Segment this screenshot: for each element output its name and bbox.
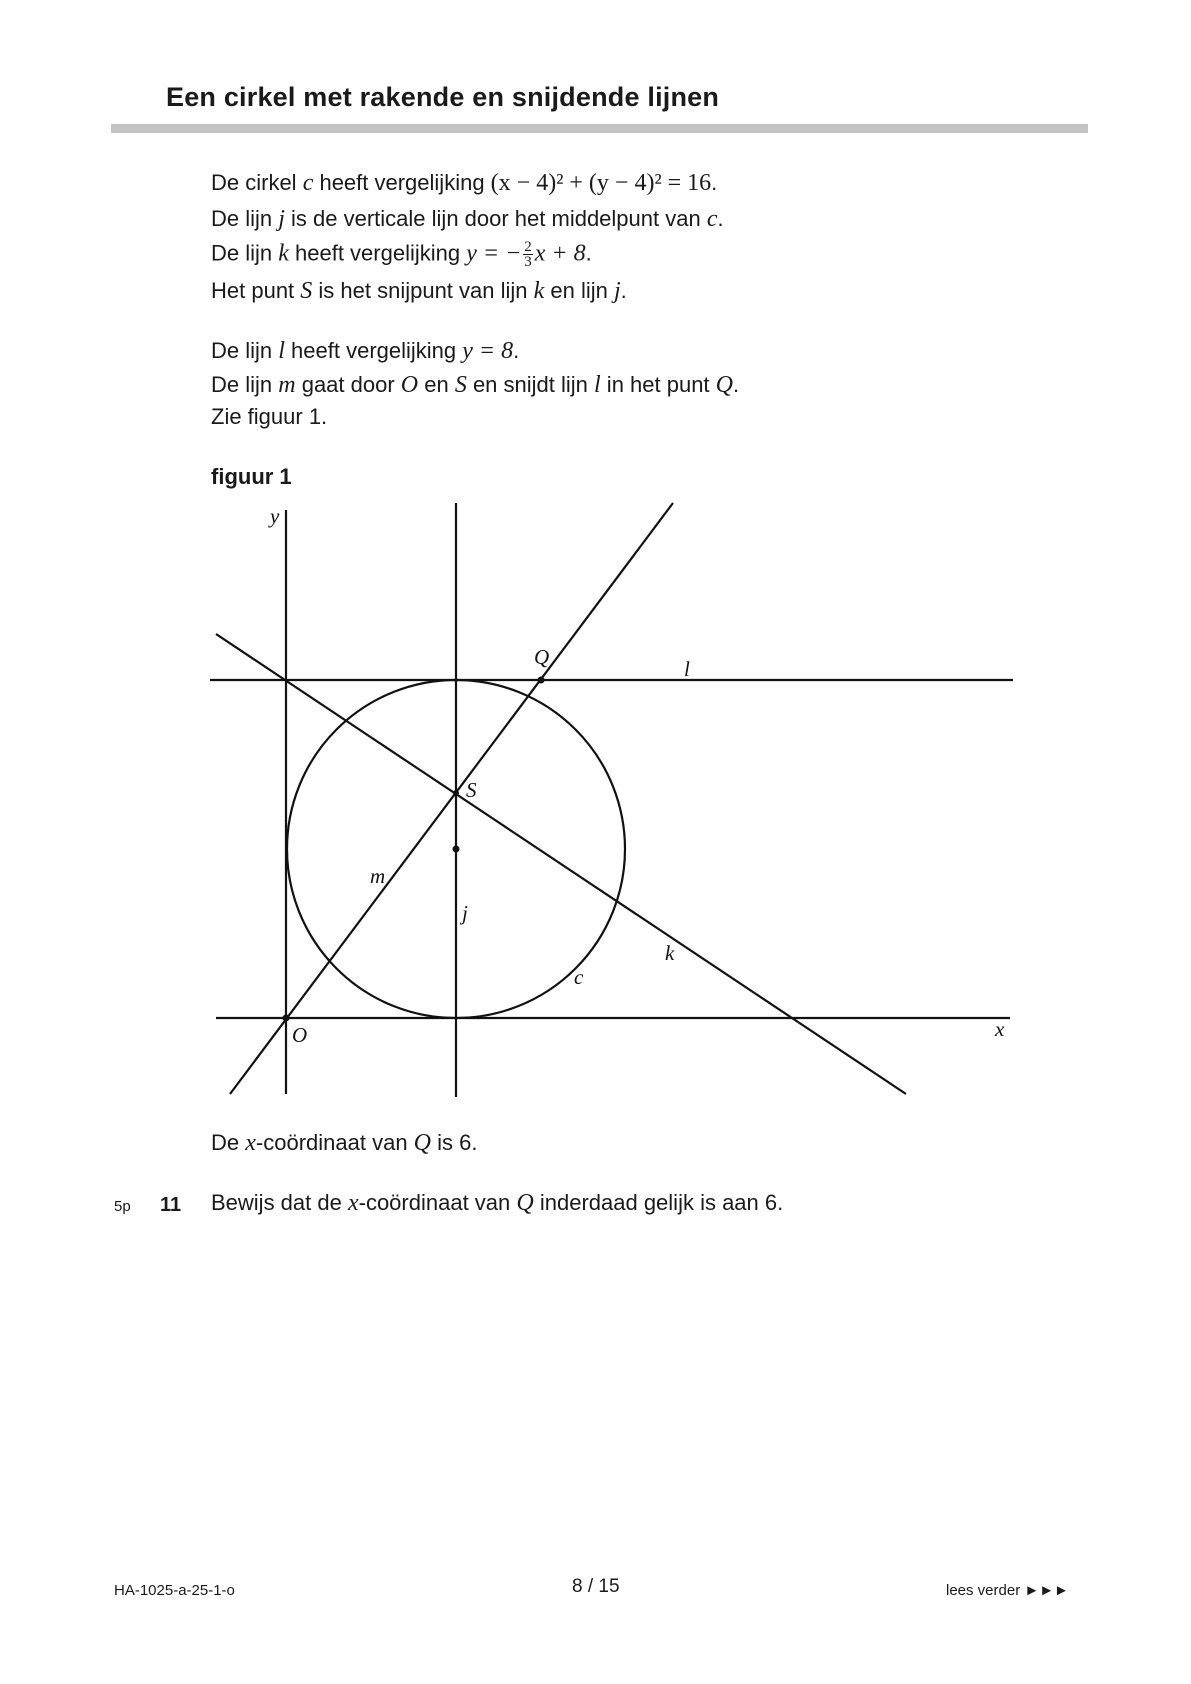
text: De lijn — [211, 240, 279, 266]
text: is het snijpunt van lijn — [312, 278, 534, 303]
label-S: S — [466, 778, 477, 802]
circle-equation: (x − 4)² + (y − 4)² = 16 — [490, 170, 712, 196]
var-j: j — [278, 206, 285, 232]
var-Q: Q — [413, 1130, 432, 1156]
figure-label: figuur 1 — [211, 464, 292, 489]
exam-code: HA-1025-a-25-1-o — [114, 1582, 235, 1599]
text: heeft vergelijking — [313, 170, 491, 195]
var-Q: Q — [715, 372, 734, 398]
text: -coördinaat van — [358, 1190, 517, 1215]
var-S: S — [300, 278, 313, 304]
label-x: x — [995, 1017, 1005, 1041]
fraction-denominator: 3 — [524, 254, 532, 270]
page-number: 8 / 15 — [572, 1576, 620, 1597]
text: . — [711, 170, 718, 195]
text: De lijn — [211, 206, 279, 231]
point-Q — [538, 677, 545, 684]
var-k: k — [533, 278, 545, 304]
text: De lijn — [211, 338, 279, 363]
text-line-after-figure — [211, 1130, 477, 1157]
text: . — [620, 278, 627, 303]
text: Bewijs dat de — [211, 1190, 348, 1215]
text: . — [717, 206, 724, 231]
var-x: x — [347, 1190, 359, 1216]
var-x: x — [245, 1130, 256, 1156]
var-c: c — [302, 170, 314, 196]
var-O: O — [400, 372, 419, 398]
var-k: k — [278, 240, 289, 267]
question-text — [211, 1190, 783, 1217]
var-S: S — [454, 372, 467, 398]
label-j: j — [462, 901, 468, 925]
equation-k-part1: y = − — [466, 240, 522, 267]
label-l: l — [684, 657, 690, 681]
text-line-zie: Zie figuur 1. — [211, 404, 328, 429]
text: . — [585, 240, 592, 266]
text: is 6. — [431, 1130, 478, 1155]
question-number: 11 — [160, 1194, 182, 1216]
var-l: l — [594, 372, 601, 398]
text: is de verticale lijn door het middelpunt van — [284, 206, 707, 231]
text: en snijdt lijn — [466, 372, 595, 397]
text: -coördinaat van — [255, 1130, 414, 1155]
text: heeft vergelijking — [288, 240, 467, 266]
var-j: j — [614, 278, 621, 304]
text: en — [418, 372, 455, 397]
continue-note: lees verder ►►► — [946, 1582, 1069, 1599]
line-m — [230, 503, 673, 1094]
label-c: c — [574, 965, 584, 989]
question-points: 5p — [114, 1198, 131, 1215]
label-m: m — [370, 864, 386, 888]
equation-l: y = 8 — [462, 338, 514, 364]
text: gaat door — [295, 372, 401, 397]
label-y: y — [270, 504, 280, 528]
label-Q: Q — [534, 645, 550, 669]
text: in het punt — [600, 372, 716, 397]
point-S — [453, 790, 459, 796]
var-c: c — [706, 206, 718, 232]
equation-k-part2: x + 8 — [534, 240, 586, 267]
point-O — [283, 1015, 290, 1022]
text: Het punt — [211, 278, 301, 303]
text: . — [733, 372, 740, 397]
text: inderdaad gelijk is aan 6. — [533, 1190, 784, 1215]
var-m: m — [278, 372, 296, 398]
center-point — [453, 846, 460, 853]
label-k: k — [665, 941, 675, 965]
label-O: O — [292, 1023, 308, 1047]
text: De cirkel — [211, 170, 303, 195]
var-l: l — [278, 338, 285, 364]
line-k — [216, 634, 906, 1094]
text: . — [513, 338, 520, 363]
text: De — [211, 1130, 246, 1155]
text: en lijn — [544, 278, 614, 303]
page-title: Een cirkel met rakende en snijdende lijnen — [166, 82, 720, 112]
fraction-numerator: 2 — [524, 239, 532, 255]
text: heeft vergelijking — [284, 338, 463, 363]
var-Q: Q — [516, 1190, 534, 1216]
text: De lijn — [211, 372, 279, 397]
